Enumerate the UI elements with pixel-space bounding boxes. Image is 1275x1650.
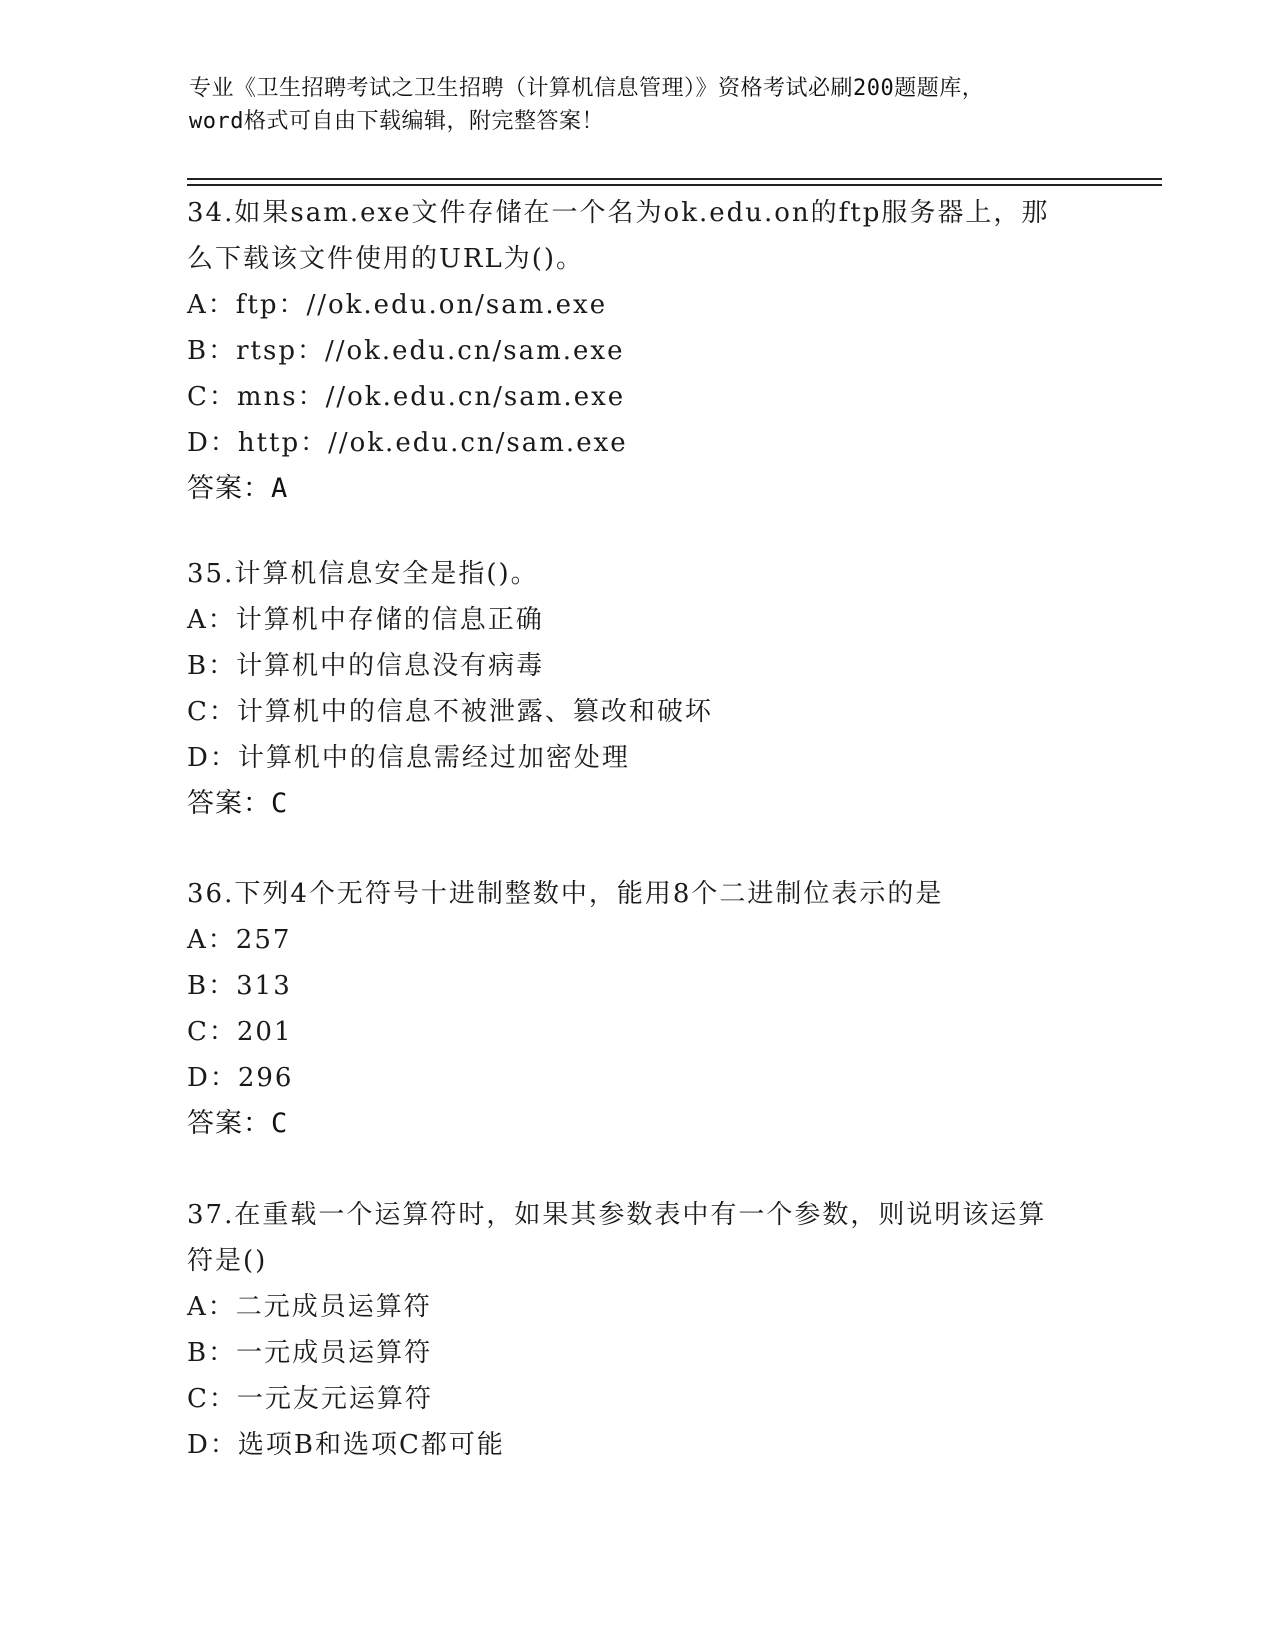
question-stem-line: 37.在重载一个运算符时，如果其参数表中有一个参数，则说明该运算 xyxy=(187,1200,1047,1230)
header-line-2: word格式可自由下载编辑，附完整答案！ xyxy=(189,109,604,134)
question-stem-line: 符是() xyxy=(187,1246,268,1276)
question-36 xyxy=(187,871,1087,1147)
option-d: D：http：//ok.edu.cn/sam.exe xyxy=(187,428,628,458)
answer: 答案：C xyxy=(187,1108,289,1139)
question-stem-line: 么下载该文件使用的URL为()。 xyxy=(187,244,585,274)
option-d: D：计算机中的信息需经过加密处理 xyxy=(187,743,630,773)
option-c: C：计算机中的信息不被泄露、篡改和破坏 xyxy=(187,697,713,727)
option-b: B：rtsp：//ok.edu.cn/sam.exe xyxy=(187,336,625,366)
header-divider-top xyxy=(187,178,1162,180)
option-a: A：计算机中存储的信息正确 xyxy=(187,605,544,635)
option-d: D：选项B和选项C都可能 xyxy=(187,1430,505,1460)
document-header xyxy=(189,72,1089,138)
question-stem-line: 36.下列4个无符号十进制整数中，能用8个二进制位表示的是 xyxy=(187,879,944,909)
question-37 xyxy=(187,1192,1087,1468)
answer: 答案：C xyxy=(187,788,289,819)
question-stem-line: 34.如果sam.exe文件存储在一个名为ok.edu.on的ftp服务器上，那 xyxy=(187,198,1050,228)
option-b: B：313 xyxy=(187,971,292,1001)
answer: 答案：A xyxy=(187,473,289,504)
option-d: D：296 xyxy=(187,1063,294,1093)
question-stem-line: 35.计算机信息安全是指()。 xyxy=(187,559,539,589)
option-c: C：mns：//ok.edu.cn/sam.exe xyxy=(187,382,626,412)
option-c: C：201 xyxy=(187,1017,293,1047)
option-a: A：二元成员运算符 xyxy=(187,1292,432,1322)
option-c: C：一元友元运算符 xyxy=(187,1384,433,1414)
question-34 xyxy=(187,190,1087,512)
header-divider-bottom xyxy=(187,184,1162,186)
option-b: B：计算机中的信息没有病毒 xyxy=(187,651,545,681)
question-35 xyxy=(187,551,1087,827)
option-b: B：一元成员运算符 xyxy=(187,1338,433,1368)
option-a: A：257 xyxy=(187,925,292,955)
header-line-1: 专业《卫生招聘考试之卫生招聘（计算机信息管理）》资格考试必刷200题题库， xyxy=(189,76,985,101)
option-a: A：ftp：//ok.edu.on/sam.exe xyxy=(187,290,608,320)
